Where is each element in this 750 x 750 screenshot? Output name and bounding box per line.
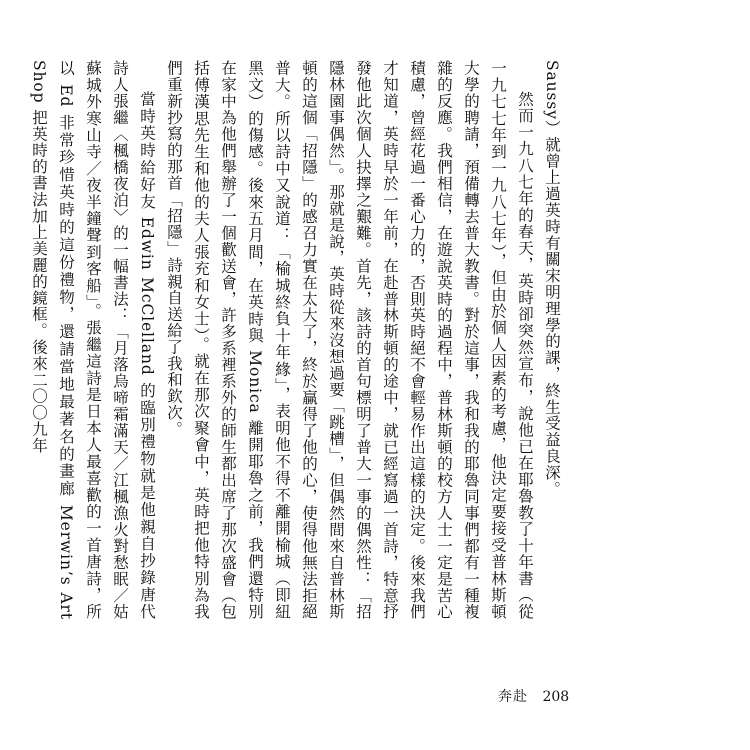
body-text	[30, 60, 565, 620]
paragraph-3: 當時英時給好友 Edwin McClelland 的臨別禮物就是他親自抄錄唐代詩人張繼〈楓橋夜泊〉的一幅書法：「月落烏啼霜滿天／江楓漁火對愁眠／姑蘇城外寒山寺／夜半鐘聲到客船」。張繼這詩是日本人最喜歡的一首唐詩，所以 Ed 非常珍惜英時的這份禮物，還請當地最著名的畫廊 Merwin’s Art Shop 把英時的書法加上美麗的鏡框。後來二〇〇九年	[30, 60, 156, 620]
page-number: 208	[542, 689, 570, 705]
paragraph-2: 然而一九八七年的春天，英時卻突然宣布，說他已在耶魯教了十年書（從一九七七年到一九八七年），但由於個人因素的考慮，他決定要接受普林斯頓大學的聘請，預備轉去普大教書。對於這事，我和我的耶魯同事們都有一種複雜的反應。我們相信，在遊說英時的過程中，普林斯頓的校方人士一定是苦心積慮，曾經花過一番心力的，否則英時絕不會輕易作出這樣的決定。後來我們才知道，英時早於一年前，在赴普林斯頓的途中，就已經寫過一首詩，特意抒發他此次個人抉擇之艱難。首先，該詩的首句標明了普大一事的偶然性：「招隱林園事偶然」。那就是說，英時從來沒想過要「跳槽」，但偶然間來自普林斯頓的這個「招隱」的感召力實在太大了，終於贏得了他的心，使得他無法拒絕普大。所以詩中又說道：「榆城終負十年緣」，表明他不得不離開榆城（即紐黑文）的傷感。後來五月間，在英時與 Monica 離開耶魯之前，我們還特別在家中為他們舉辦了一個歡送會，許多系裡系外的師生都出席了那次盛會（包括傅漢思先生和他的夫人張充和女士）。就在那次聚會中，英時把他特別為我們重新抄寫的那首「招隱」詩親自送給了我和欽次。	[165, 60, 534, 620]
paragraph-1: Saussy）就曾上過英時有關宋明理學的課，終生受益良深。	[543, 60, 561, 498]
running-title: 奔赴	[498, 689, 528, 705]
page-footer	[498, 686, 569, 706]
